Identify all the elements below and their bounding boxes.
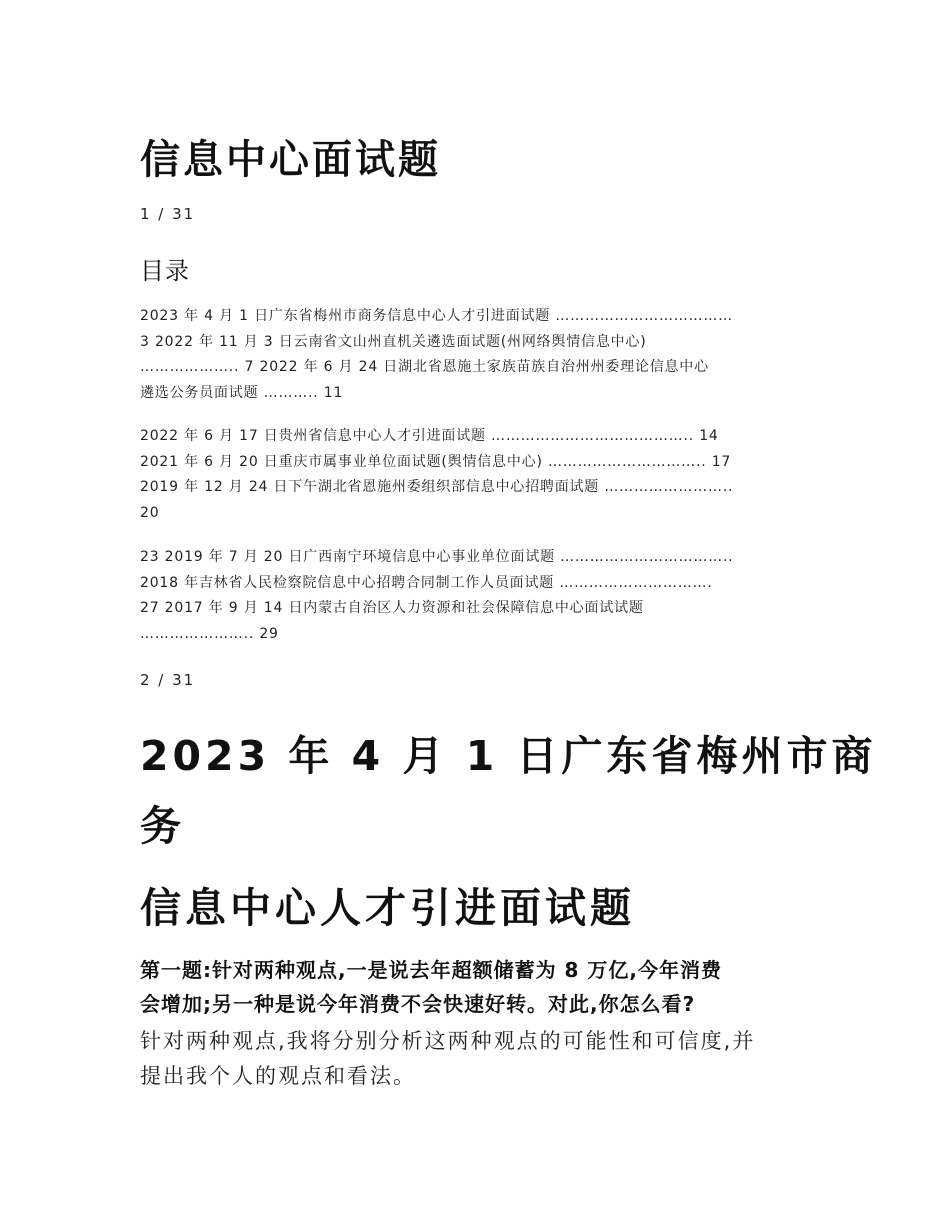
toc-entry[interactable]: ……………….. 7 2022 年 6 月 24 日湖北省恩施土家族苗族自治州州委理论信息中心 xyxy=(140,359,709,375)
toc-entry[interactable]: 2023 年 4 月 1 日广东省梅州市商务信息中心人才引进面试题 ……………………………… xyxy=(140,308,733,324)
answer-text xyxy=(140,1024,820,1094)
section-heading: 务 xyxy=(140,802,185,850)
question-line: 第一题:针对两种观点,一是说去年超额储蓄为 8 万亿,今年消费 xyxy=(140,958,723,982)
answer-line: 提出我个人的观点和看法。 xyxy=(140,1064,416,1088)
toc-entry[interactable]: 23 2019 年 7 月 20 日广西南宁环境信息中心事业单位面试题 …………………………….. xyxy=(140,549,734,565)
page-number: 2 / 31 xyxy=(140,671,196,689)
answer-line: 针对两种观点,我将分别分析这两种观点的可能性和可信度,并 xyxy=(140,1029,756,1053)
toc-entry[interactable]: 2022 年 6 月 17 日贵州省信息中心人才引进面试题 ………………………………….. 14 xyxy=(140,428,719,444)
toc-block xyxy=(140,424,733,526)
toc-entry[interactable]: 20 xyxy=(140,504,160,521)
toc-entry[interactable]: 2018 年吉林省人民检察院信息中心招聘合同制工作人员面试题 …………………………. xyxy=(140,574,713,591)
toc-block xyxy=(140,304,733,406)
toc-entry[interactable]: ………………….. 29 xyxy=(140,625,279,642)
question-line: 会增加;另一种是说今年消费不会快速好转。对此,你怎么看? xyxy=(140,992,696,1016)
toc-entry[interactable]: 2019 年 12 月 24 日下午湖北省恩施州委组织部信息中心招聘面试题 …………………….. xyxy=(140,479,734,495)
toc-block xyxy=(140,545,733,647)
toc-entry[interactable]: 27 2017 年 9 月 14 日内蒙古自治区人力资源和社会保障信息中心面试试题 xyxy=(140,600,644,616)
toc-entry[interactable]: 遴选公务员面试题 ……….. 11 xyxy=(140,384,344,401)
toc-entry[interactable]: 2021 年 6 月 20 日重庆市属事业单位面试题(舆情信息中心) ………………………….. 17 xyxy=(140,453,732,470)
section-heading: 2023 年 4 月 1 日广东省梅州市商 xyxy=(140,732,877,780)
toc-heading: 目录 xyxy=(140,257,190,285)
page-number: 1 / 31 xyxy=(140,205,196,223)
toc-entry[interactable]: 3 2022 年 11 月 3 日云南省文山州直机关遴选面试题(州网络舆情信息中心) xyxy=(140,333,647,350)
question-text xyxy=(140,953,820,1021)
document-title: 信息中心面试题 xyxy=(140,137,441,183)
section-heading: 信息中心人才引进面试题 xyxy=(140,884,635,932)
